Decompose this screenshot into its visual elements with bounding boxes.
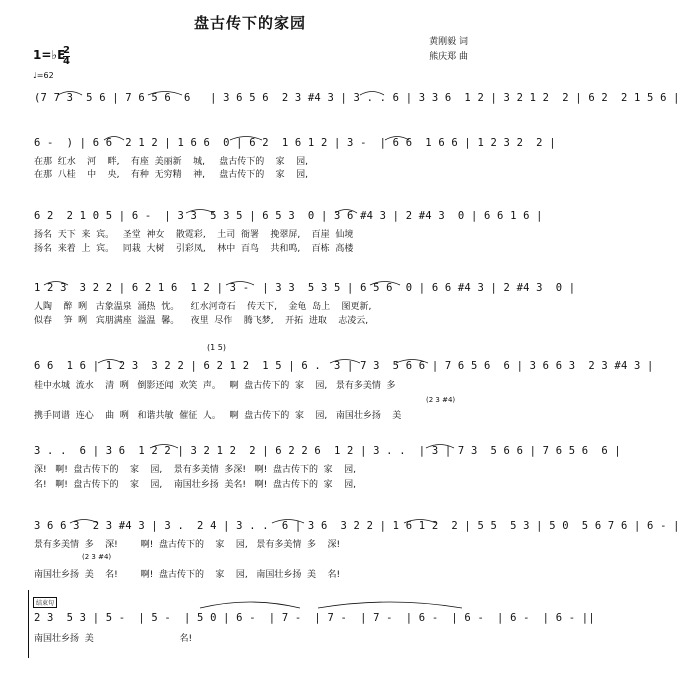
lyric-line-2b: 在那 八桂 中 央, 有种 无穷精 神, 盘古传下的 家 园, [34, 170, 308, 180]
key-signature: 1=♭E [33, 48, 66, 62]
lyricist-credit: 黄刚毅 词 [429, 37, 468, 47]
lyric-line-5b: 携手同谱 连心 曲 咧 和谐共敏 催征 人。 啊 盘古传下的 家 园, 南国壮乡扬 美 [34, 411, 402, 421]
ending-frame [28, 590, 595, 658]
lyric-line-8: 南国壮乡扬 美 名! [34, 634, 193, 644]
alt-note-lower: (2 3 #4) [82, 553, 112, 561]
notation-line-7: 3 6 6 3 2 3 #4 3 | 3 . 2 4 | 3 . . 6 | 3 6 3 2 2 | 1 6 1 2 2 | 5 5 5 3 | 5 0 5 6 7 6 | 6 - | [34, 520, 680, 532]
notation-line-8: 2 3 5 3 | 5 - | 5 - | 5 0 | 6 - | 7 - | 7 - | 7 - | 6 - | 6 - | 6 - | 6 - || [34, 612, 595, 624]
lyric-line-5a: 桂中水城 流水 清 咧 倒影还闻 欢笑 声。 啊 盘古传下的 家 园, 景有多美情 多 [34, 381, 396, 391]
notation-line-4: 1 2 3 3 2 2 | 6 2 1 6 1 2 | 3 - | 3 3 5 3 5 | 6 5 6 0 | 6 6 #4 3 | 2 #4 3 0 | [34, 282, 576, 294]
fermata-alt-note: (1 5) [207, 343, 226, 352]
lyric-line-3a: 扬名 天下 来 宾。 圣堂 神女 散霓彩, 土司 衙署 挽翠屏, 百崖 仙境 [34, 230, 354, 240]
notation-line-3: 6 2 2 1 0 5 | 6 - | 3 3 5 3 5 | 6 5 3 0 | 3 6 #4 3 | 2 #4 3 0 | 6 6 1 6 | [34, 210, 543, 222]
time-signature [63, 46, 70, 67]
ending-label: 结束句 [33, 597, 57, 608]
time-signature-bottom: 4 [63, 56, 70, 67]
song-title: 盘古传下的家园 [193, 14, 306, 32]
lyric-line-4a: 人陶 醉 咧 古象温泉 涌热 忱。 红水河奇石 传天下, 金龟 岛上 图更新, [34, 302, 372, 312]
notation-line-5: 6 6 1 6 | 1 2 3 3 2 2 | 6 2 1 2 1 5 | 6 . 3 | 7 3 5 6 6 | 7 6 5 6 6 | 3 6 6 3 2 3 #4 3 | [34, 360, 654, 372]
lyric-line-7b: 南国壮乡扬 美 名! 啊! 盘古传下的 家 园, 南国壮乡扬 美 名! [34, 570, 341, 580]
notation-line-2: 6 - ) | 6 6 2 1 2 | 1 6 6 0 | 6 2 1 6 1 2 | 3 - | 6 6 1 6 6 | 1 2 3 2 2 | [34, 137, 556, 149]
lyric-line-3b: 扬名 来着 上 宾。 同栽 大树 引彩凤, 林中 百鸟 共和鸣, 百栋 高楼 [34, 244, 354, 254]
notation-line-1: (7 7 3 5 6 | 7 6 5 6 6 | 3 6 5 6 2 3 #4 3 | 3 . . 6 | 3 3 6 1 2 | 3 2 1 2 2 | 6 2 2 1 5 6 | [34, 92, 680, 104]
lyric-line-6a: 深! 啊! 盘古传下的 家 园, 景有多美情 多深! 啊! 盘古传下的 家 园, [34, 465, 356, 475]
lyric-line-2a: 在那 红水 河 畔, 有座 美丽新 城, 盘古传下的 家 园, [34, 157, 308, 167]
alt-note-upper: (2 3 #4) [426, 396, 456, 404]
notation-line-6: 3 . . 6 | 3 6 1 2 2 | 3 2 1 2 2 | 6 2 2 6 1 2 | 3 . . | 3 | 7 3 5 6 6 | 7 6 5 6 6 | [34, 445, 621, 457]
lyric-line-6b: 名! 啊! 盘古传下的 家 园, 南国壮乡扬 美名! 啊! 盘古传下的 家 园, [34, 480, 356, 490]
lyric-line-4b: 似春 笋 咧 宾朋满座 溢温 馨。 夜里 尽作 腾飞梦, 开拓 进取 志凌云, [34, 316, 369, 326]
lyric-line-7a: 景有多美情 多 深! 啊! 盘古传下的 家 园, 景有多美情 多 深! [34, 540, 341, 550]
time-signature-top: 2 [63, 45, 70, 56]
composer-credit: 熊庆郑 曲 [429, 52, 468, 62]
tempo-mark: ♩=62 [33, 71, 54, 80]
